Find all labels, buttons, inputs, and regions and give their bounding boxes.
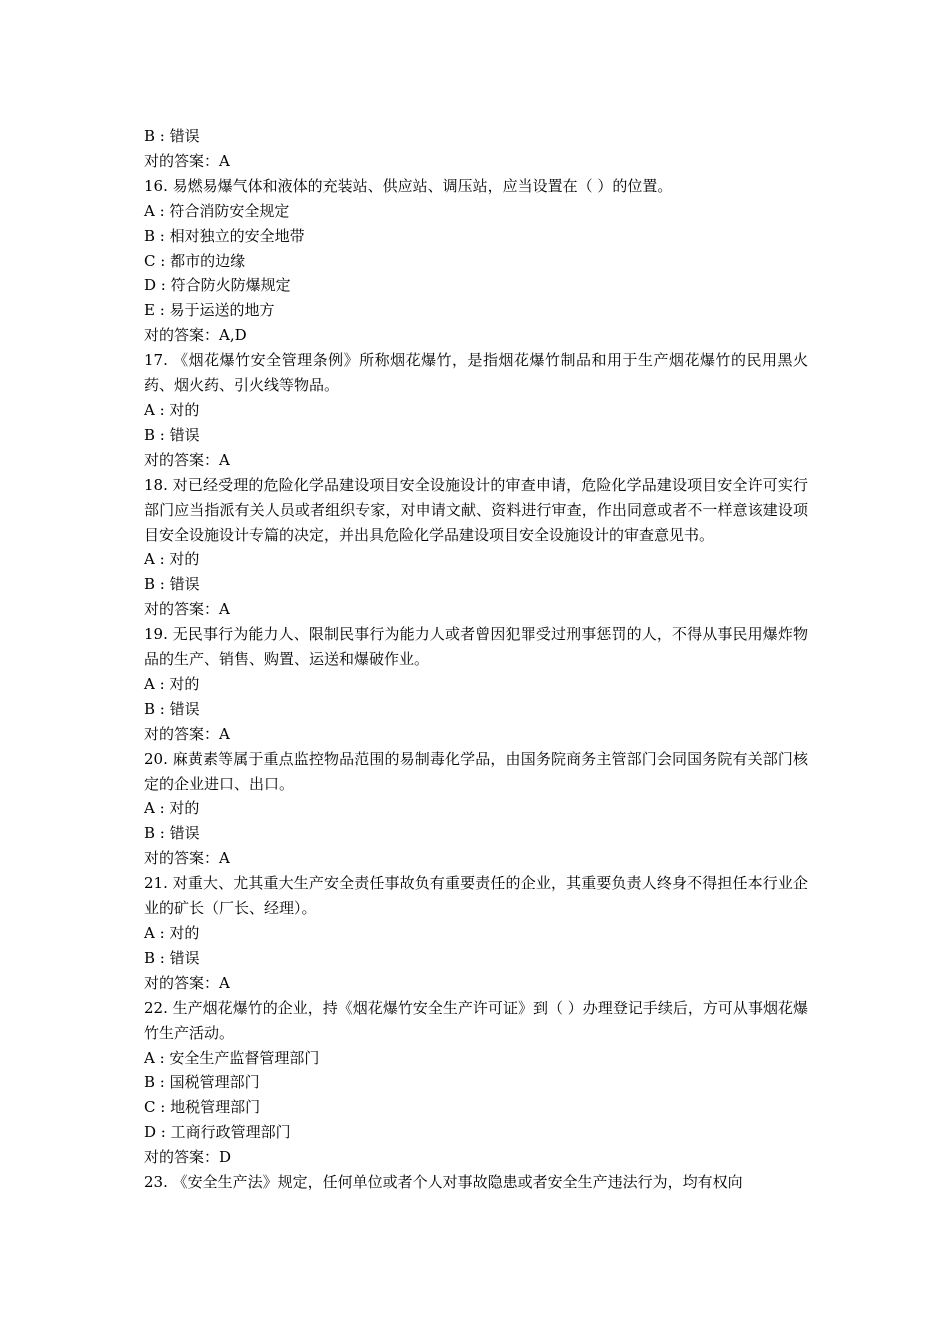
- answer: 对的答案：A: [144, 600, 230, 619]
- option-b: B : 错误: [144, 425, 200, 444]
- option-c: C : 都市的边缘: [144, 251, 246, 270]
- answer: 对的答案：A,D: [144, 326, 247, 345]
- question-16: 16. 易燃易爆气体和液体的充装站、供应站、调压站，应当设置在（ ）的位置。: [144, 176, 673, 195]
- option-c: C : 地税管理部门: [144, 1098, 261, 1117]
- option-a: A : 符合消防安全规定: [144, 201, 290, 220]
- question-17: 17. 《烟花爆竹安全管理条例》所称烟花爆竹，是指烟花爆竹制品和用于生产烟花爆竹的民用黑火药、烟火药、引火线等物品。: [144, 351, 808, 395]
- answer: 对的答案：A: [144, 724, 230, 743]
- option-d: D : 工商行政管理部门: [144, 1123, 291, 1142]
- option-e: E : 易于运送的地方: [144, 301, 275, 320]
- option-a: A : 安全生产监督管理部门: [144, 1048, 320, 1067]
- option-b: B : 国税管理部门: [144, 1073, 260, 1092]
- option-d: D : 符合防火防爆规定: [144, 276, 291, 295]
- answer: 对的答案：A: [144, 450, 230, 469]
- option-b: B : 错误: [144, 948, 200, 967]
- question-19: 19. 无民事行为能力人、限制民事行为能力人或者曾因犯罪受过刑事惩罚的人，不得从事民用爆炸物品的生产、销售、购置、运送和爆破作业。: [144, 625, 808, 669]
- option-a: A : 对的: [144, 400, 200, 419]
- answer: 对的答案：A: [144, 151, 230, 170]
- option-b: B : 错误: [144, 127, 200, 145]
- option-a: A : 对的: [144, 550, 200, 569]
- question-23: 23. 《安全生产法》规定，任何单位或者个人对事故隐患或者安全生产违法行为，均有权向: [144, 1173, 743, 1192]
- question-20: 20. 麻黄素等属于重点监控物品范围的易制毒化学品，由国务院商务主管部门会同国务院有关部门核定的企业进口、出口。: [144, 749, 808, 793]
- option-b: B : 错误: [144, 824, 200, 843]
- answer: 对的答案：D: [144, 1148, 232, 1167]
- document-page: [144, 124, 808, 1195]
- option-b: B : 错误: [144, 575, 200, 594]
- option-a: A : 对的: [144, 924, 200, 942]
- question-22: 22. 生产烟花爆竹的企业，持《烟花爆竹安全生产许可证》到（ ）办理登记手续后，方可从事烟花爆竹生产活动。: [144, 998, 808, 1042]
- question-21: 21. 对重大、尤其重大生产安全责任事故负有重要责任的企业，其重要负责人终身不得担任本行业企业的矿长（厂长、经理）。: [144, 874, 808, 918]
- question-18: 18. 对已经受理的危险化学品建设项目安全设施设计的审查申请，危险化学品建设项目安全许可实行部门应当指派有关人员或者组织专家，对申请文献、资料进行审查，作出同意或者不一样意该建设项目安全设施设计专篇的决定，并出具危险化学品建设项目安全设施设计的审查意见书。: [144, 475, 808, 544]
- answer: 对的答案：A: [144, 973, 230, 992]
- answer: 对的答案：A: [144, 849, 230, 868]
- option-b: B : 错误: [144, 699, 200, 718]
- option-b: B : 相对独立的安全地带: [144, 226, 305, 245]
- option-a: A : 对的: [144, 799, 200, 818]
- option-a: A : 对的: [144, 674, 200, 693]
